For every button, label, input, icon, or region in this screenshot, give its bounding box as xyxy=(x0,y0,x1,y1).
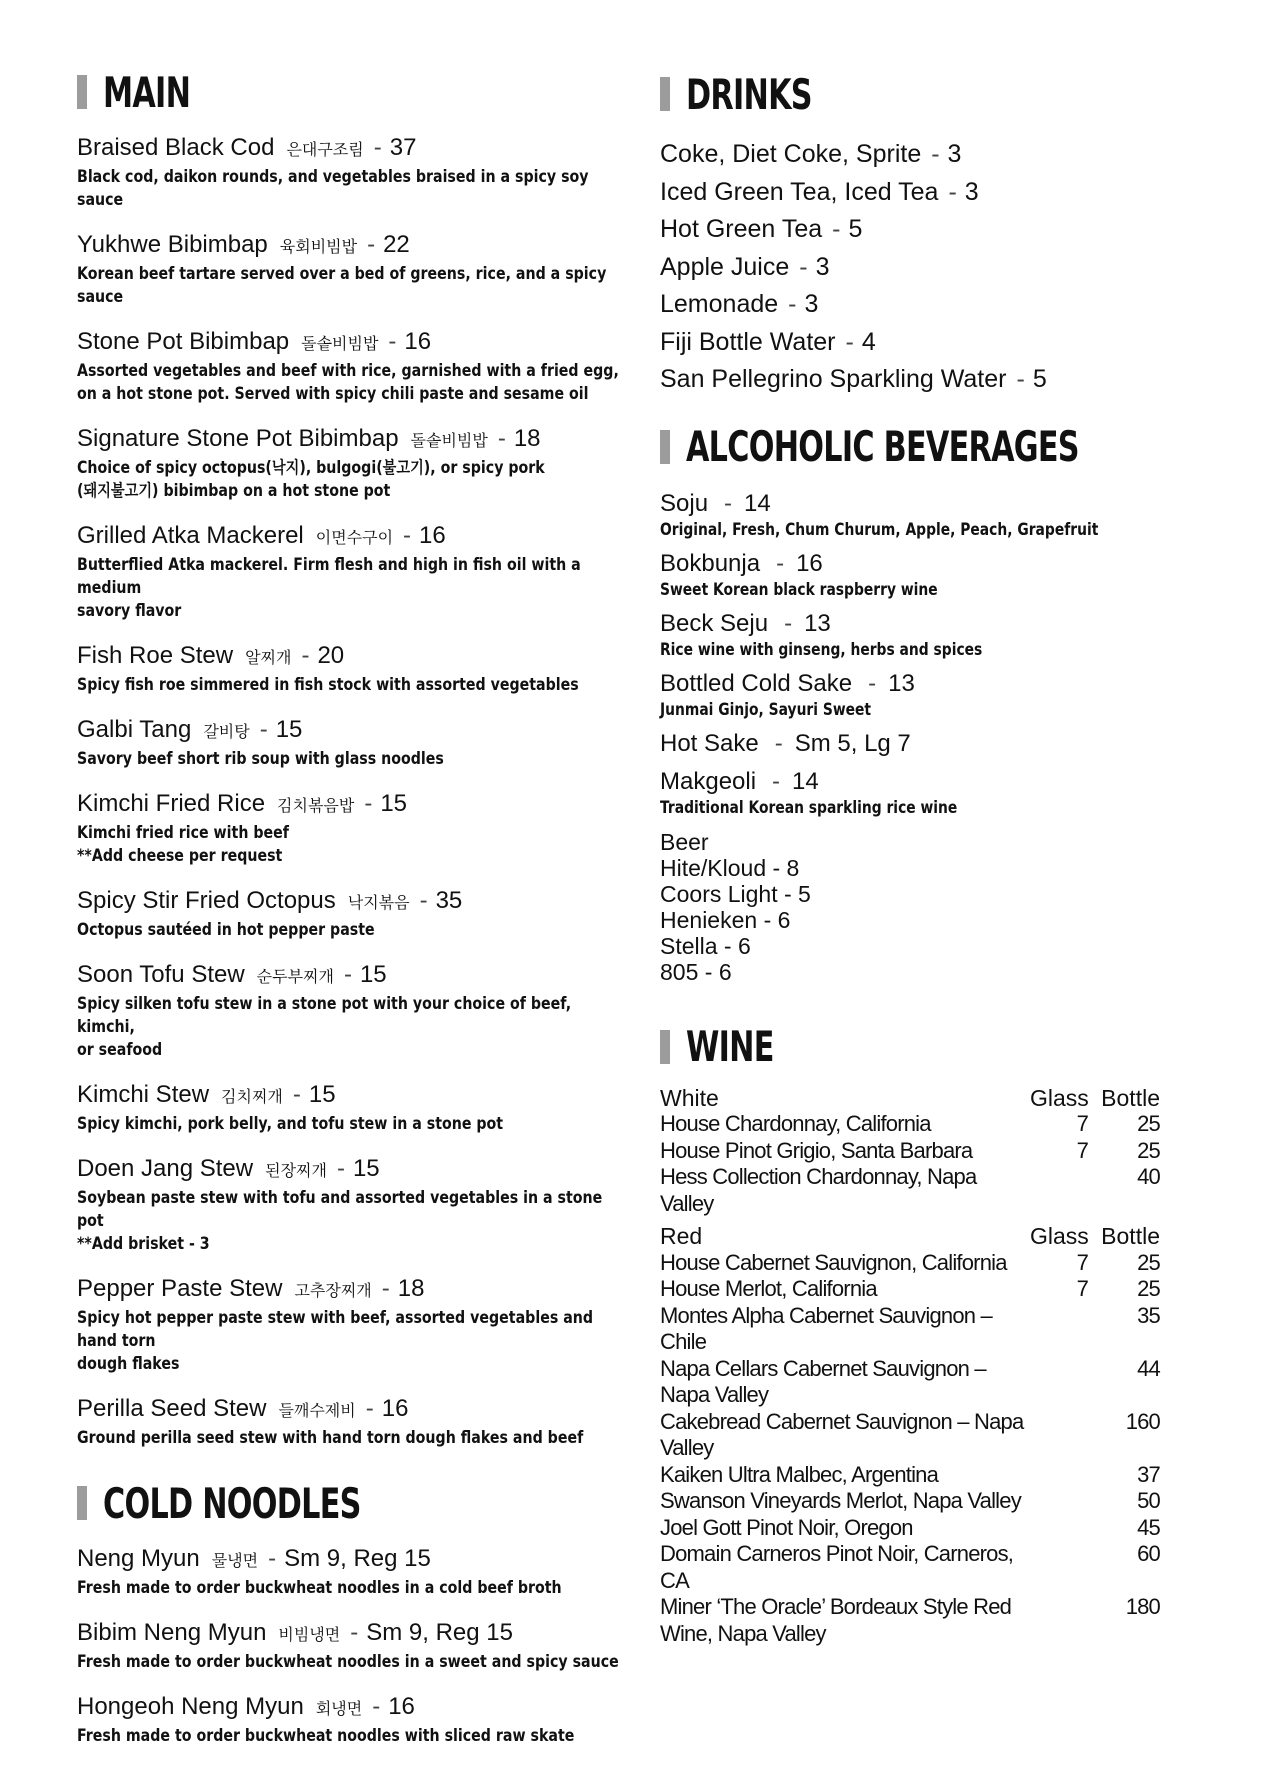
item-price: 15 xyxy=(308,1081,336,1108)
beer-block xyxy=(660,829,1180,985)
wine-glass-price xyxy=(1030,1515,1088,1542)
item-price: 16 xyxy=(419,522,446,549)
item-name: Yukhwe Bibimbap xyxy=(77,231,268,258)
menu-item xyxy=(77,1545,667,1599)
wine-row xyxy=(660,1409,1180,1462)
alcohol-name: Makgeoli xyxy=(660,767,757,795)
cold-noodles-section-header xyxy=(77,1478,667,1528)
wine-glass-price: 7 xyxy=(1076,1276,1088,1301)
item-price: 15 xyxy=(359,961,387,988)
item-price: 15 xyxy=(275,716,303,743)
wine-row xyxy=(660,1515,1180,1542)
item-description: Spicy kimchi, pork belly, and tofu stew in a stone pot xyxy=(77,1114,504,1133)
cold-noodles-list xyxy=(77,1545,667,1747)
item-korean-name: 김치볶음밥 xyxy=(277,798,355,815)
item-korean-name: 돌솥비빔밥 xyxy=(410,433,488,450)
alcohol-item-line xyxy=(660,767,1180,797)
item-name: Soon Tofu Stew xyxy=(77,961,245,988)
item-price: 16 xyxy=(388,1693,415,1720)
item-price: 37 xyxy=(389,134,417,161)
item-name: Braised Black Cod xyxy=(77,134,275,161)
alcohol-description: Junmai Ginjo, Sayuri Sweet xyxy=(660,699,872,719)
item-korean-name: 알찌개 xyxy=(245,650,292,667)
item-name: Kimchi Stew xyxy=(77,1081,210,1108)
wine-name: Miner ‘The Oracle’ Bordeaux Style Red Wine, Napa Valley xyxy=(660,1594,1012,1646)
alcohol-price: 13 xyxy=(888,669,915,697)
item-description: Fresh made to order buckwheat noodles in a sweet and spicy sauce xyxy=(77,1652,619,1671)
drinks-list xyxy=(660,136,1180,399)
price-separator: - xyxy=(403,522,412,549)
item-description: Octopus sautéed in hot pepper paste xyxy=(77,920,375,939)
price-separator: - xyxy=(497,425,506,452)
wine-bottle-price: 60 xyxy=(1137,1541,1160,1566)
wine-name: Cakebread Cabernet Sauvignon – Napa Valley xyxy=(660,1408,1024,1460)
price-separator: - xyxy=(367,231,376,258)
alcohol-item-line xyxy=(660,729,1180,759)
white-wine-list xyxy=(660,1111,1180,1217)
menu-item-line xyxy=(77,1275,667,1306)
alcohol-item xyxy=(660,609,1180,661)
alcohol-price: 14 xyxy=(744,489,771,517)
price-separator: - xyxy=(784,609,793,637)
item-price: 22 xyxy=(383,231,410,258)
price-separator: - xyxy=(373,134,382,161)
wine-row xyxy=(660,1462,1180,1489)
alcohol-description: Sweet Korean black raspberry wine xyxy=(660,579,938,599)
wine-bottle-price: 160 xyxy=(1125,1408,1160,1434)
wine-row xyxy=(660,1488,1180,1515)
item-korean-name: 낙지볶음 xyxy=(347,895,410,912)
wine-glass-price xyxy=(1030,1488,1088,1515)
price-separator: - xyxy=(931,140,940,168)
menu-item xyxy=(77,961,667,1061)
item-description: Choice of spicy octopus(낙지), bulgogi(불고기), or spicy pork xyxy=(77,458,545,477)
item-name: Neng Myun xyxy=(77,1545,200,1572)
wine-name: Joel Gott Pinot Noir, Oregon xyxy=(660,1514,913,1540)
alcohol-name: Bokbunja xyxy=(660,549,761,577)
item-description: Spicy fish roe simmered in fish stock with assorted vegetables xyxy=(77,675,579,694)
alcohol-section-header xyxy=(660,422,1180,471)
menu-item xyxy=(77,522,667,622)
item-price: Sm 9, Reg 15 xyxy=(366,1619,513,1646)
drink-name: Iced Green Tea, Iced Tea xyxy=(660,177,939,206)
item-name: Hongeoh Neng Myun xyxy=(77,1693,304,1720)
beer-item: Henieken - 6 xyxy=(660,906,791,933)
wine-bottle-price: 35 xyxy=(1137,1302,1160,1328)
menu-item-line xyxy=(77,1155,667,1186)
price-separator: - xyxy=(1016,365,1025,393)
beer-item: Stella - 6 xyxy=(660,932,751,959)
alcohol-description: Original, Fresh, Chum Churum, Apple, Peach, Grapefruit xyxy=(660,519,1099,539)
item-description: Fresh made to order buckwheat noodles in a cold beef broth xyxy=(77,1578,562,1597)
item-price: 35 xyxy=(435,887,463,914)
alcohol-item xyxy=(660,669,1180,721)
main-section-header xyxy=(77,67,667,117)
glass-label: Glass xyxy=(1030,1223,1089,1249)
price-separator: - xyxy=(350,1619,359,1646)
item-description: Black cod, daikon rounds, and vegetables braised in a spicy soy sauce xyxy=(77,167,589,209)
drink-price: 3 xyxy=(804,290,819,318)
drink-item xyxy=(660,324,1180,362)
item-korean-name: 육회비빔밥 xyxy=(279,239,358,256)
drink-name: Coke, Diet Coke, Sprite xyxy=(660,140,922,168)
wine-row xyxy=(660,1111,1180,1138)
item-description: Savory beef short rib soup with glass noodles xyxy=(77,749,444,768)
menu-item xyxy=(77,642,667,696)
menu-item-line xyxy=(77,642,667,673)
alcohol-item-line xyxy=(660,669,1180,699)
item-description: Soybean paste stew with tofu and assorted vegetables in a stone pot xyxy=(77,1188,603,1230)
price-separator: - xyxy=(772,767,781,795)
menu-item-line xyxy=(77,1395,667,1426)
menu-item xyxy=(77,1619,667,1673)
alcohol-item xyxy=(660,489,1180,541)
item-korean-name: 들깨수제비 xyxy=(278,1403,356,1420)
menu-item-line xyxy=(77,716,667,747)
item-name: Perilla Seed Stew xyxy=(77,1395,267,1422)
item-name: Stone Pot Bibimbap xyxy=(77,328,290,355)
bottle-label: Bottle xyxy=(1101,1223,1160,1249)
alcohol-item xyxy=(660,729,1180,759)
item-description: Fresh made to order buckwheat noodles with sliced raw skate xyxy=(77,1726,575,1745)
section-marker xyxy=(77,1486,87,1520)
item-description: **Add brisket - 3 xyxy=(77,1234,210,1253)
drinks-title: DRINKS xyxy=(686,69,812,119)
wine-section-header xyxy=(660,1022,1180,1071)
menu-item-line xyxy=(77,1693,667,1724)
wine-bottle-price: 25 xyxy=(1137,1111,1160,1136)
item-name: Fish Roe Stew xyxy=(77,642,234,669)
cold-noodles-title: COLD NOODLES xyxy=(103,1478,361,1528)
price-separator: - xyxy=(268,1545,277,1572)
wine-name: Napa Cellars Cabernet Sauvignon – Napa Valley xyxy=(660,1355,986,1407)
wine-glass-price: 7 xyxy=(1076,1111,1088,1136)
menu-item-line xyxy=(77,231,667,262)
drink-price: 3 xyxy=(815,252,830,281)
menu-item xyxy=(77,1395,667,1449)
menu-item-line xyxy=(77,328,667,359)
item-price: 15 xyxy=(352,1155,380,1182)
menu-item xyxy=(77,1081,667,1135)
price-separator: - xyxy=(343,961,352,988)
beer-item: Hite/Kloud - 8 xyxy=(660,854,800,881)
alcohol-title: ALCOHOLIC BEVERAGES xyxy=(686,422,1079,471)
wine-name: Domain Carneros Pinot Noir, Carneros, CA xyxy=(660,1541,1014,1593)
price-separator: - xyxy=(388,328,397,355)
alcohol-description: Traditional Korean sparkling rice wine xyxy=(660,797,958,817)
drink-price: 3 xyxy=(947,140,962,168)
section-marker xyxy=(660,77,670,111)
wine-name: Montes Alpha Cabernet Sauvignon – Chile xyxy=(660,1302,992,1354)
wine-name: Hess Collection Chardonnay, Napa Valley xyxy=(660,1164,977,1216)
price-separator: - xyxy=(788,290,797,318)
item-korean-name: 돌솥비빔밥 xyxy=(301,336,379,353)
beer-list xyxy=(660,855,1180,985)
menu-item-line xyxy=(77,522,667,553)
wine-row xyxy=(660,1541,1180,1594)
menu-item-line xyxy=(77,1081,667,1112)
beer-item: Coors Light - 5 xyxy=(660,880,811,907)
price-separator: - xyxy=(365,1395,374,1422)
drink-name: Hot Green Tea xyxy=(660,215,823,243)
item-description: **Add cheese per request xyxy=(77,846,283,865)
menu-item xyxy=(77,716,667,770)
wine-glass-price xyxy=(1030,1303,1088,1356)
item-price: 20 xyxy=(317,642,345,669)
wine-row xyxy=(660,1356,1180,1409)
wine-bottle-price: 180 xyxy=(1125,1594,1160,1619)
item-price: 18 xyxy=(397,1275,425,1302)
item-name: Doen Jang Stew xyxy=(77,1155,254,1182)
drink-name: San Pellegrino Sparkling Water xyxy=(660,365,1007,393)
right-column xyxy=(660,69,1180,1647)
alcohol-item xyxy=(660,549,1180,601)
wine-glass-price xyxy=(1030,1594,1088,1647)
beer-title: Beer xyxy=(660,828,709,855)
drink-item xyxy=(660,249,1180,287)
price-separator: - xyxy=(381,1275,390,1302)
wine-title: WINE xyxy=(686,1022,774,1071)
alcohol-name: Hot Sake xyxy=(660,729,759,757)
wine-bottle-price: 44 xyxy=(1137,1355,1160,1381)
item-korean-name: 김치찌개 xyxy=(221,1089,283,1106)
item-description: dough flakes xyxy=(77,1354,180,1373)
wine-name: House Chardonnay, California xyxy=(660,1111,931,1136)
item-korean-name: 된장찌개 xyxy=(265,1163,327,1180)
item-description: Korean beef tartare served over a bed of greens, rice, and a spicy sauce xyxy=(77,264,607,306)
section-marker xyxy=(77,75,87,109)
menu-item xyxy=(77,1155,667,1255)
item-name: Spicy Stir Fried Octopus xyxy=(77,887,336,914)
item-name: Galbi Tang xyxy=(77,716,192,743)
alcohol-item-line xyxy=(660,609,1180,639)
menu-item-line xyxy=(77,425,667,456)
item-name: Pepper Paste Stew xyxy=(77,1275,283,1302)
white-wine-block xyxy=(660,1085,1180,1218)
alcohol-item-line xyxy=(660,489,1180,519)
price-separator: - xyxy=(292,1081,301,1108)
item-price: 18 xyxy=(513,425,541,452)
drink-price: 5 xyxy=(848,215,863,243)
price-separator: - xyxy=(832,215,841,243)
menu-item xyxy=(77,1275,667,1375)
drink-name: Lemonade xyxy=(660,290,779,318)
price-separator: - xyxy=(259,716,268,743)
item-price: 16 xyxy=(381,1395,409,1422)
bottle-label: Bottle xyxy=(1101,1084,1160,1111)
main-title: MAIN xyxy=(103,67,191,117)
wine-bottle-price: 25 xyxy=(1137,1276,1160,1301)
drink-price: 3 xyxy=(964,177,979,206)
beer-item: 805 - 6 xyxy=(660,958,732,985)
item-korean-name: 회냉면 xyxy=(315,1701,363,1718)
wine-row xyxy=(660,1164,1180,1217)
price-separator: - xyxy=(372,1693,381,1720)
alcohol-price: 16 xyxy=(796,549,823,577)
menu-item-line xyxy=(77,887,667,918)
price-separator: - xyxy=(868,669,877,697)
alcohol-list xyxy=(660,489,1180,819)
white-label: White xyxy=(660,1084,719,1111)
wine-name: House Cabernet Sauvignon, California xyxy=(660,1249,1007,1275)
item-description: savory flavor xyxy=(77,601,182,620)
wine-bottle-price: 25 xyxy=(1137,1137,1160,1163)
menu-item-line xyxy=(77,134,667,165)
item-korean-name: 물냉면 xyxy=(211,1553,259,1570)
menu-item xyxy=(77,231,667,308)
alcohol-description: Rice wine with ginseng, herbs and spices xyxy=(660,639,983,659)
section-marker xyxy=(660,430,670,464)
wine-name: House Merlot, California xyxy=(660,1276,877,1301)
menu-item-line xyxy=(77,1545,667,1576)
white-wine-header xyxy=(660,1085,1180,1112)
drink-name: Apple Juice xyxy=(660,252,790,281)
menu-item-line xyxy=(77,790,667,821)
item-korean-name: 비빔냉면 xyxy=(278,1627,341,1644)
wine-row xyxy=(660,1276,1180,1303)
wine-bottle-price: 37 xyxy=(1137,1461,1160,1487)
alcohol-item-line xyxy=(660,549,1180,579)
item-description: Assorted vegetables and beef with rice, garnished with a fried egg, xyxy=(77,361,619,380)
item-name: Bibim Neng Myun xyxy=(77,1619,267,1646)
wine-bottle-price: 50 xyxy=(1137,1488,1160,1513)
price-separator: - xyxy=(776,549,785,577)
wine-glass-price xyxy=(1030,1409,1088,1462)
alcohol-item xyxy=(660,767,1180,819)
alcohol-name: Bottled Cold Sake xyxy=(660,669,853,697)
wine-glass-price: 7 xyxy=(1076,1137,1088,1163)
drink-item xyxy=(660,286,1180,324)
price-separator: - xyxy=(799,252,808,281)
price-separator: - xyxy=(774,729,783,757)
alcohol-price: Sm 5, Lg 7 xyxy=(794,729,911,757)
alcohol-price: 13 xyxy=(804,609,831,637)
item-name: Signature Stone Pot Bibimbap xyxy=(77,425,399,452)
main-menu-list xyxy=(77,134,667,1449)
menu-item-line xyxy=(77,961,667,992)
glass-label: Glass xyxy=(1030,1084,1089,1111)
alcohol-name: Beck Seju xyxy=(660,609,769,637)
wine-glass-price: 7 xyxy=(1076,1249,1088,1275)
red-wine-header xyxy=(660,1223,1180,1250)
wine-bottle-price: 40 xyxy=(1137,1164,1160,1189)
item-name: Grilled Atka Mackerel xyxy=(77,522,304,549)
item-description: on a hot stone pot. Served with spicy chili paste and sesame oil xyxy=(77,384,589,403)
wine-name: Kaiken Ultra Malbec, Argentina xyxy=(660,1461,939,1487)
item-korean-name: 이면수구이 xyxy=(315,530,394,547)
item-korean-name: 갈비탕 xyxy=(203,724,250,741)
menu-item xyxy=(77,328,667,405)
wine-row xyxy=(660,1138,1180,1165)
drink-price: 5 xyxy=(1032,365,1047,393)
item-description: Kimchi fried rice with beef xyxy=(77,823,289,842)
price-separator: - xyxy=(419,887,428,914)
item-description: Spicy hot pepper paste stew with beef, assorted vegetables and hand torn xyxy=(77,1308,594,1350)
alcohol-price: 14 xyxy=(792,767,819,795)
wine-row xyxy=(660,1250,1180,1277)
price-separator: - xyxy=(301,642,310,669)
wine-name: House Pinot Grigio, Santa Barbara xyxy=(660,1137,973,1163)
drink-item xyxy=(660,174,1180,212)
menu-item xyxy=(77,134,667,211)
price-separator: - xyxy=(336,1155,345,1182)
item-description: (돼지불고기) bibimbap on a hot stone pot xyxy=(77,481,391,500)
item-korean-name: 순두부찌개 xyxy=(256,969,334,986)
price-separator: - xyxy=(845,327,854,356)
price-separator: - xyxy=(364,790,373,817)
item-description: Ground perilla seed stew with hand torn dough flakes and beef xyxy=(77,1428,584,1447)
wine-row xyxy=(660,1594,1180,1647)
item-price: 16 xyxy=(404,328,432,355)
wine-glass-price xyxy=(1030,1164,1088,1217)
menu-item-line xyxy=(77,1619,667,1650)
wine-glass-price xyxy=(1030,1462,1088,1489)
wine-row xyxy=(660,1303,1180,1356)
menu-item xyxy=(77,887,667,941)
drink-price: 4 xyxy=(861,327,876,356)
item-korean-name: 은대구조림 xyxy=(286,142,364,159)
item-price: Sm 9, Reg 15 xyxy=(284,1545,431,1572)
item-description: Butterflied Atka mackerel. Firm flesh and high in fish oil with a medium xyxy=(77,555,581,597)
drink-item xyxy=(660,361,1180,399)
wine-glass-price xyxy=(1030,1541,1088,1594)
left-column xyxy=(77,67,667,1767)
drinks-section-header xyxy=(660,69,1180,119)
item-description: or seafood xyxy=(77,1040,163,1059)
wine-bottle-price: 45 xyxy=(1137,1514,1160,1540)
drink-item xyxy=(660,136,1180,174)
wine-glass-price xyxy=(1030,1356,1088,1409)
wine-bottle-price: 25 xyxy=(1137,1249,1160,1275)
menu-item xyxy=(77,1693,667,1747)
alcohol-name: Soju xyxy=(660,489,709,517)
red-wine-block xyxy=(660,1223,1180,1647)
red-wine-list xyxy=(660,1250,1180,1648)
wine-name: Swanson Vineyards Merlot, Napa Valley xyxy=(660,1488,1021,1513)
drink-name: Fiji Bottle Water xyxy=(660,327,836,356)
price-separator: - xyxy=(948,177,957,206)
section-marker xyxy=(660,1030,670,1064)
drink-item xyxy=(660,211,1180,249)
item-name: Kimchi Fried Rice xyxy=(77,790,266,817)
red-label: Red xyxy=(660,1223,703,1249)
item-price: 15 xyxy=(380,790,408,817)
menu-item xyxy=(77,425,667,502)
menu-item xyxy=(77,790,667,867)
price-separator: - xyxy=(724,489,733,517)
item-korean-name: 고추장찌개 xyxy=(294,1283,372,1300)
item-description: Spicy silken tofu stew in a stone pot with your choice of beef, kimchi, xyxy=(77,994,572,1036)
